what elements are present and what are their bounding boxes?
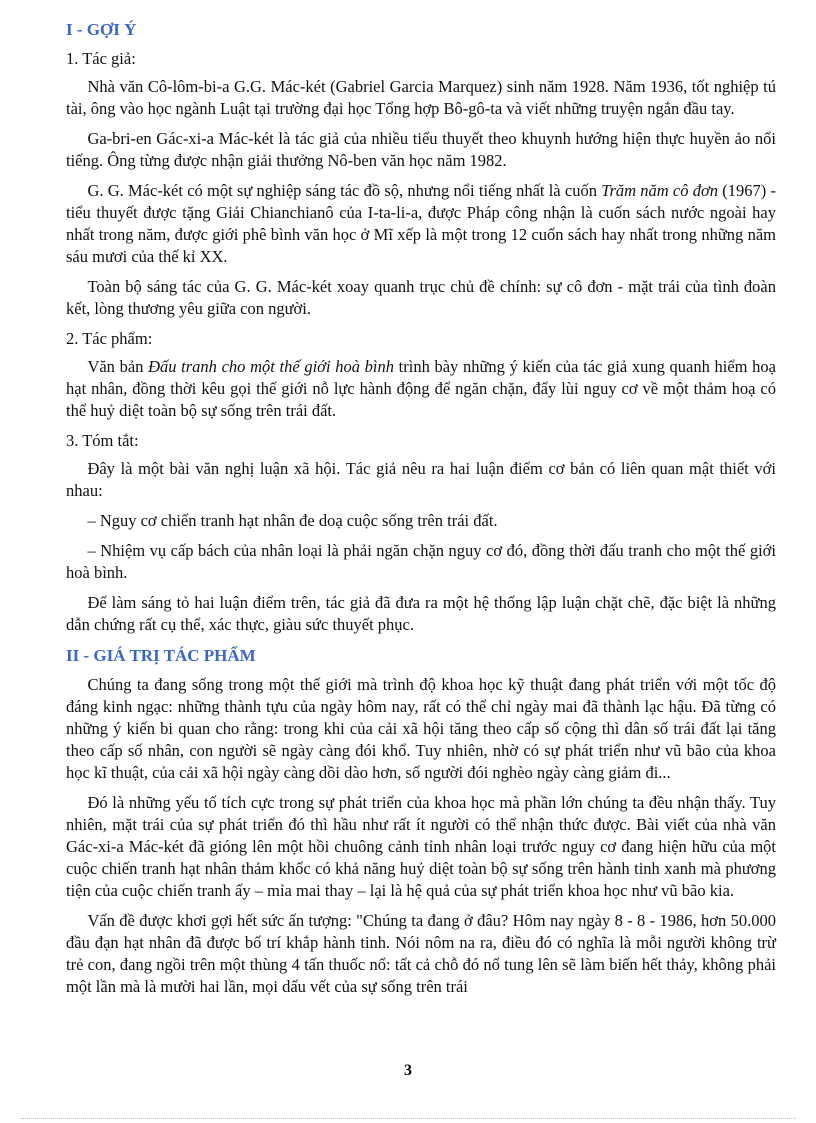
work-title: Đấu tranh cho một thế giới hoà bình <box>148 357 394 376</box>
text-run: trình bày những ý kiến của tác giả xung quanh hiểm hoạ hạt nhân, đồng thời kêu gọi thế giới nỗ lực hành động để ngăn chặn, đẩy lùi nguy cơ về một thảm hoạ có thể huỷ diệt toàn bộ sự sống trên trái đất. <box>66 357 776 420</box>
value-paragraph: Chúng ta đang sống trong một thế giới mà trình độ khoa học kỹ thuật đang phát triển với một tốc độ đáng kinh ngạc: những thành tựu của ngày hôm nay, rất có thể chỉ ngày mai đã thành lạc hậu. Đã từng có những ý kiến bi quan cho rằng: trong khi của cải xã hội tăng theo cấp số cộng thì dân số trái đất lại tăng theo cấp số nhân, con người sẽ ngày càng đói khổ. Tuy nhiên, nhờ có sự phát triển như vũ bão của khoa học kĩ thuật, của cải xã hội ngày càng dồi dào hơn, số người đói nghèo ngày càng giảm đi... <box>66 675 776 782</box>
text-run: (1967) - tiểu thuyết được tặng Giải Chianchianô của I-ta-li-a, được Pháp công nhận là cuốn sách nước ngoài hay nhất trong năm, được giới phê bình văn học ở Mĩ xếp là một trong 12 cuốn sách hay nhất trong những năm sáu mươi của thế kỉ XX. <box>66 181 777 266</box>
summary-paragraph: Để làm sáng tỏ hai luận điểm trên, tác giả đã đưa ra một hệ thống lập luận chặt chẽ, đặc biệt là những dẫn chứng rất cụ thể, xác thực, giàu sức thuyết phục. <box>66 593 776 634</box>
work-paragraph <box>66 356 776 422</box>
author-paragraph <box>66 180 776 268</box>
author-paragraph: Toàn bộ sáng tác của G. G. Mác-két xoay quanh trục chủ đề chính: sự cô đơn - mặt trái của tình đoàn kết, lòng thương yêu giữa con người. <box>66 277 776 318</box>
text-run: G. G. Mác-két có một sự nghiệp sáng tác đồ sộ, nhưng nổi tiếng nhất là cuốn <box>87 181 602 200</box>
book-title: Trăm năm cô đơn <box>601 181 719 200</box>
section-title-value: II - GIÁ TRỊ TÁC PHẨM <box>66 646 256 665</box>
document-page <box>66 14 776 1006</box>
value-paragraph: Đó là những yếu tố tích cực trong sự phát triển của khoa học mà phần lớn chúng ta đều nhận thấy. Tuy nhiên, mặt trái của sự phát triển đó thì hầu như rất ít người có thể nhận thức được. Bài viết của nhà văn Gác-xi-a Mác-két đã gióng lên một hồi chuông cảnh tỉnh nhân loại trước nguy cơ đang hiện hữu của một cuộc chiến tranh hạt nhân thảm khốc có khả năng huỷ diệt toàn bộ sự sống trên hành tinh xanh mà phương tiện của cuộc chiến tranh ấy – mỉa mai thay – lại là hệ quả của sự phát triển khoa học như vũ bão kia. <box>66 793 776 900</box>
author-paragraph: Nhà văn Cô-lôm-bi-a G.G. Mác-két (Gabriel Garcia Marquez) sinh năm 1928. Năm 1936, tốt nghiệp tú tài, ông vào học ngành Luật tại trường đại học Tổng hợp Bô-gô-ta và viết những truyện ngắn đầu tay. <box>66 77 776 118</box>
author-paragraph: Ga-bri-en Gác-xi-a Mác-két là tác giả của nhiều tiểu thuyết theo khuynh hướng hiện thực huyền ảo nổi tiếng. Ông từng được nhận giải thưởng Nô-ben văn học năm 1982. <box>66 129 776 170</box>
section-title-suggestions: I - GỢI Ý <box>66 20 137 39</box>
work-heading: 2. Tác phẩm: <box>66 329 153 348</box>
text-run: Văn bản <box>87 357 149 376</box>
summary-heading: 3. Tóm tắt: <box>66 431 139 450</box>
value-paragraph: Vấn đề được khơi gợi hết sức ấn tượng: "Chúng ta đang ở đâu? Hôm nay ngày 8 - 8 - 1986, hơn 50.000 đầu đạn hạt nhân đã được bố trí khắp hành tinh. Nói nôm na ra, điều đó có nghĩa là mỗi người không trừ trẻ con, đang ngồi trên một thùng 4 tấn thuốc nổ: tất cả chỗ đó nổ tung lên sẽ làm biến hết thảy, không phải một lần mà là mười hai lần, mọi dấu vết của sự sống trên trái <box>66 911 776 996</box>
footer-divider <box>20 1118 796 1119</box>
page-number: 3 <box>404 1062 412 1079</box>
summary-point: – Nhiệm vụ cấp bách của nhân loại là phải ngăn chặn nguy cơ đó, đồng thời đấu tranh cho một thế giới hoà bình. <box>66 541 776 582</box>
summary-point: – Nguy cơ chiến tranh hạt nhân đe doạ cuộc sống trên trái đất. <box>87 511 498 530</box>
summary-paragraph: Đây là một bài văn nghị luận xã hội. Tác giả nêu ra hai luận điểm cơ bản có liên quan mật thiết với nhau: <box>66 459 776 500</box>
author-heading: 1. Tác giả: <box>66 49 136 68</box>
